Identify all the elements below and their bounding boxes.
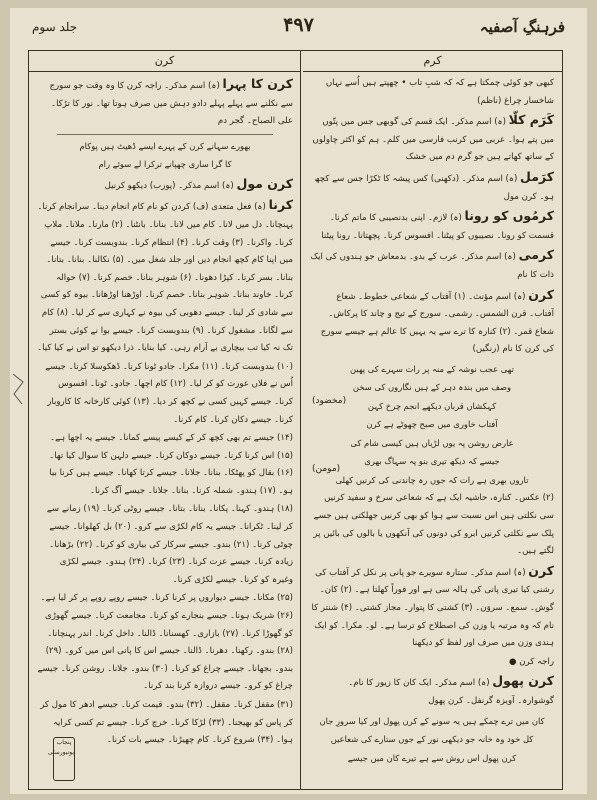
entry-headword: کرَمل: [520, 168, 554, 184]
entry: [37, 175, 293, 196]
entry-text: (ہ) اسم مؤنث۔ (۱) آفتاب کے شعاعی خطوط۔ شعاع آفتاب۔ قرن الشمس۔ رشمی۔ سورج کے تیج و چاند کا پرکاش۔ شعاع قمر۔ (۲) کنارہ کا ترے سے یہ یہیں کا عالم ہے جیسے سورج کی کرن کا نام (رنگیں): [320, 291, 554, 355]
page-header: [10, 8, 587, 46]
entry-headword: کرن: [528, 286, 554, 302]
entry-text: راجہ کرن ●: [509, 656, 554, 667]
right-column-heading: کرم: [303, 51, 562, 72]
verse-line: وصف میں بندہ دہر کے ہیں نگاروں کی سخن: [352, 382, 512, 393]
entry: [310, 672, 554, 710]
entry-text: (۳۱) مقفل کرنا۔ مقفل۔ (۳۲) بندو۔ قیمت کرنا۔ جیسے ادھر کا مول کر کر پاس کو بھیجنا۔ (۳۳) لڑکا کرنا۔ خرچ کرنا۔ جیسے تم کسی کرایہ ہوا۔ (۳۴) شروع کرنا۔ کام چھیڑنا۔ جیسے بات کرنا۔: [40, 700, 293, 746]
entry-headword: کرن پھول: [492, 673, 554, 689]
book-title: فرہنگِ آصفیہ: [479, 18, 565, 36]
verse-line: آفتاب خاوری میں صبح چھوٹے ہے کرن: [366, 419, 498, 430]
entry-headword: کرمُوں کو رونا: [464, 208, 554, 224]
poet-attribution: (مومن): [312, 463, 341, 474]
entry-headword: کرنا: [268, 197, 293, 213]
entry-text: (ہ) اسم مذکر۔ (پورب) دیکھو کرنیل: [104, 180, 234, 191]
entry-text: (۱۴) جیسے تم بھی کچھ کر کے کیسے پیسے کمانا۔ جیسے یہ اچھا ہے۔ (۱۵) اس کرنا کرنا۔ جیسے دوکان کرنا۔ جیسے دلہن کا سوال کیا تھا۔ (۱۶) بقال کو پھٹکا۔ بنانا۔ جلانا۔ جیسے کرتا کھانا۔ جیسے ہیں کرنا بیا ہو۔ (۱۷) ہندو۔ شملہ کرنا۔ بنانا۔ جلانا۔ جیسے آگ کرنا۔: [49, 433, 293, 496]
entry-text: (ہ) اسم مذکر۔ راجہ کرن کا وہ وقت جو سورج سے نکلنے سے پہلے پہلے دادو دہش میں صرف ہوتا تھا۔ نور کا تڑکا۔ علی الصباح۔ گجر دم: [49, 81, 293, 127]
separator-rule: [57, 134, 273, 135]
entry-text: (۱۰) بندوبست کرنا۔ (۱۱) مکرا۔ جادو ٹونا کرنا۔ ڈھکوسلا کرنا۔ جیسے اُس نے فلاں عورت کو کر لیا۔ (۱۲) کام اچھا۔ جادو۔ ٹونا۔ افسوس کرنا۔ جیسے کہیں کسی نے کچھ کر دیا۔ (۱۳) کوئی کارخانہ کا کاروبار کرنا۔ جیسے دکان کرنا۔ کام کرنا۔: [45, 361, 293, 425]
entry-text: (ہ) اسم مذکر۔ ایک کان کا زیور کا نام۔ گوشوارہ۔ آویزہ گرنفل۔ کرن پھول: [348, 678, 554, 706]
right-column: [310, 75, 554, 785]
verse-line: کان میں ترے چمکے ہیں یہ سونے کے کرن پھول اور کیا سرورِ جان: [319, 715, 545, 726]
entry-text: (ہ) لازم۔ اپنی بدنصیبی کا ماتم کرنا۔ قسمت کو رونا۔ نصیبوں کو پیٹنا۔ افسوس کرنا۔ پچھتانا۔ رونا پیٹنا: [321, 213, 554, 241]
verse-line: کرن پھول اس روش سے ہے تیرے کان میں جیسے: [347, 752, 517, 763]
page-number: ۴۹۷: [283, 14, 314, 36]
left-column-heading: کرن: [29, 51, 300, 72]
entry-text: (۱۸) ہندو۔ کہنا۔ پکانا۔ بنانا۔ بتانا۔ جیسے روٹی کرنا۔ (۱۹) زمانے سے کر لینا۔ ٹکرانا۔ جیسے یہ کام لکڑی سے کرو۔ (۲۰) بل کھلوانا۔ جیسے چوٹی کرنا۔ (۲۱) بندو۔ جیسے سرکار کی بیاری کو کرنا۔ (۲۲) بڑھانا۔ زیادہ کرنا۔ جیسے عزت کرنا۔ (۲۳) کرنا۔ (۲۴) ہندو۔ جیسے لکڑی وغیرہ کو کرنا۔ جیسے لکڑی کرنا۔: [46, 504, 293, 585]
verse-line: جیسے کہ دیکھ تیری بنو پہ سہاگ بھری: [364, 456, 500, 467]
entry-headword: کرمی: [518, 247, 554, 263]
library-stamp: پنجاب یونیورسٹی: [53, 737, 75, 781]
entry: [310, 562, 554, 653]
entry-text: کبھی جو کوئی چمکتا ہے کہ کہ شبِ تاب • چھپتے ہیں اُسے نہاں شاخسار چراغ (ناظم): [325, 78, 554, 106]
verse-line: بھورے سہانے کرن کے پہرے ایسے ڈھیٹ ہیں پوکام: [79, 140, 251, 151]
entry-text: (۲۵) مکانا۔ جیسے دیواروں پر کرنا کرنا۔ جیسے روپے روپے پر کر لیا ہے۔ (۲۶) شریک ہونا۔ جیسے بنجارے کو کرنا۔ مجامعت کرنا۔ جیسے گھوڑی کو گھوڑا کرنا۔ (۲۷) بازاری۔ کھسنانا۔ ڈالنا۔ داخل کرنا۔ اندر پہنچانا۔ (۲۸) بندو۔ رکھنا۔ دھرنا۔ ڈالنا۔ جیسے اس کا پانی اس میں کرو۔ (۲۹) بندو۔ بجھانا۔ جیسے چراغ کو کرنا۔ (۳۰) بندو۔ جلانا۔ روشن کرنا۔ جیسے چراغ کو کرو۔ جیسے دروازہ کرنا بند کرنا۔: [37, 593, 293, 692]
entry: [37, 196, 293, 357]
column-divider: [300, 51, 301, 789]
verse-line: کہکشاں قربان دیکھے انجم چرخ کہن: [367, 400, 497, 411]
entry-text: (ہ) فعل متعدی (ف) کردن کو نام کام انجام دینا۔ سرانجام کرنا۔ پہنچانا۔ دل میں لانا۔ کام میں لانا۔ بنانا۔ بانٹنا۔ (۲) مارنا۔ ملانا۔ ملاپ کرنا۔ واکرنا۔ (۳) وقت کرنا۔ (۴) انتظام کرنا۔ بندوبست کرنا۔ جیسے میں اپنا کام کچھ انجام دیں اور جلد شغل میں۔ (۵) نکالنا۔ بنانا۔ بتانا۔ بنانا۔ بسر کرنا۔ کپڑا دھونا۔ (۶) شوہر بنانا۔ خصم کرنا۔ (۷) حوالہ کرنا۔ خاوند بنانا۔ شوہر بنانا۔ خصم کرنا۔ اوڑھنا اوڑھانا۔ بیوہ کو کسی سے شادی کر لینا۔ جیسے دھوبی کی بیوہ نے کہاری سے کر لیا۔ (۸) کام سے لگانا۔ مشغول کرنا۔ (۹) بندوبست کرنا۔ جیسے بوا نے کوئی بستر تک نہ کیا تب بیچاری بے آرام رہی۔ کیا بنایا۔ ذرا دیکھو تو اس نے کیا کیا۔: [37, 202, 293, 354]
entry-text: (ہ) اسم مذکر۔ (دکھنی) کس پیشہ کا ٹکڑا جس سے کچھ ہو۔ کرن مول: [314, 173, 554, 202]
entry: [310, 246, 554, 284]
volume-label: جلد سوم: [32, 20, 78, 34]
page: [10, 8, 587, 794]
poet-attribution: (مخضود): [312, 395, 347, 406]
entry-headword: کَرَم کلّا: [508, 112, 554, 128]
entry-text: (ہ) اسم مذکر۔ ستارہ سویرے جو پانی پر نکل کر آفتاب کی رشنی کیا تیری پانی کی ہالہ سی ہے اور فوراً کھلتا ہے۔ (۲) کان۔ گوش۔ سمع۔ سروَن۔ (۳) کشتی کا پتوار۔ مجاز کشتی۔ (۴) شنتر کا نام کہ وہ مرتبہ یا وزن کی اصطلاح کو ترسا ہے۔ لو۔ مکرا۔ کو ایک ہندی وزن میں صرف اور لفظ کو دیکھنا: [311, 567, 554, 649]
verse-line: عارض روشن پہ یوں لڑیاں ہیں کیسی شام کی: [350, 437, 514, 448]
verse-line: تاروں بھری ہے رات کہ جوں رہ چاندنی کی کرنیں کھلی: [335, 474, 529, 485]
entry: [310, 111, 554, 167]
verse-block: [310, 361, 554, 489]
entry: [310, 168, 554, 206]
pencil-mark-icon: [11, 368, 25, 408]
text-frame: [28, 50, 563, 790]
entry-text: (۲) عکس۔ کنارہ، حاشیہ ایک ہے کہ شعاعی سرخ و سفید کرنیں سی نکلتی ہیں اس نسبت سے ہوا کو بھی کرنیں جھلکتی ہیں جسے پلک سے نکلتی کرنیں ابرو کی دونوں کی آنکھوں یا بالوں کی بائیں پر لگتے ہیں۔: [313, 493, 554, 557]
entry: [37, 75, 293, 131]
entry-headword: کرن کا پہرا: [222, 76, 293, 91]
entry-text: (ہ) اسم مذکر۔ عرب کے بدو۔ بدمعاش جو ہندوں کی ایک ذات کا نام: [310, 252, 554, 280]
entry: [310, 207, 554, 245]
entry-headword: کرن: [528, 562, 554, 578]
verse-line: کل خود وہ خانہ جو دیکھی نور کے جوں ستارے کی شعاعیں: [330, 734, 534, 745]
verse-line: کا گرا ساری چھپانے ترکرا لے سوئے رام: [98, 159, 232, 170]
verse-line: تھی عجب نوشہ کے منہ پر رات سہرے کی پھبن: [350, 363, 514, 374]
left-column: [37, 75, 293, 785]
entry-text: (ہ) اسم مذکر۔ ایک قسم کی گوبھی جس میں پتّوں میں پتے ہوا۔ عربی میں کرنب فارسی میں کلم۔ ہم کو اکثر چاولوں کے ساتھ کھاتے ہیں جو گرم دم میں خشک: [312, 117, 554, 163]
entry: [310, 286, 554, 359]
entry-headword: کرن مول: [236, 175, 293, 191]
